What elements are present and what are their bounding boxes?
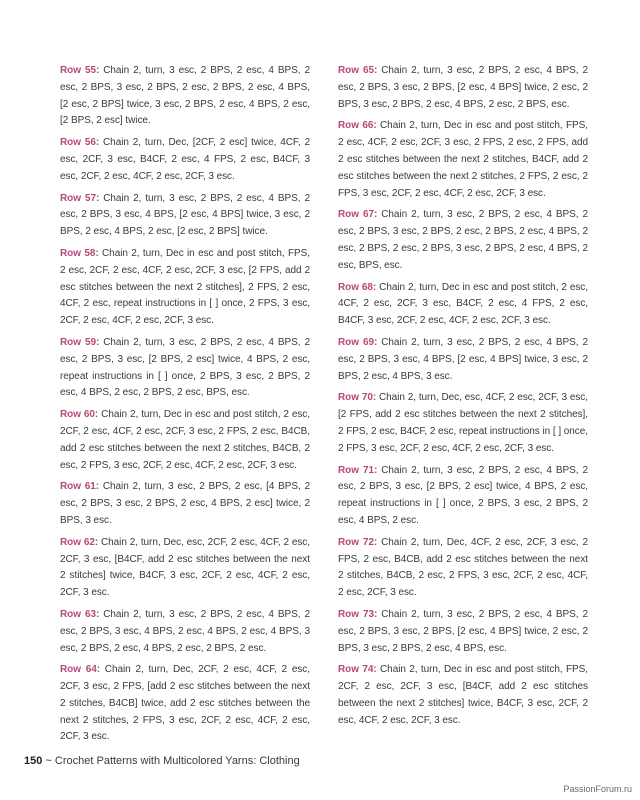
row-label: Row 68:	[338, 281, 377, 293]
row-text: Chain 2, turn, 3 esc, 2 BPS, 2 esc, 4 BPS, 2 esc, 2 BPS, 3 esc, 4 BPS, 2 esc, 4 BPS, 2 esc, 4 BPS, 3 esc, 2 BPS, 2 esc, 4 BPS, 2 esc, 2 BPS, 2 esc.	[60, 608, 310, 654]
pattern-columns	[60, 63, 588, 751]
row-text: Chain 2, turn, 3 esc, 2 BPS, 2 esc, 4 BPS, 2 esc, 2 BPS, 3 esc, 2 BPS, 2 esc, 2 BPS, 2 esc, 4 BPS, 2 esc, 2 BPS, 2 esc, 2 BPS, 3 esc, 2 BPS, 2 esc, 4 BPS, 2 esc, BPS, esc.	[338, 209, 588, 271]
row-text: Chain 2, turn, 3 esc, 2 BPS, 2 esc, 4 BPS, 2 esc, 2 BPS, 3 esc, [2 BPS, 2 esc] twice, 4 BPS, 2 esc, repeat instructions in [ ] once, 2 BPS, 3 esc, 2 BPS, 2 esc, 4 BPS, 2 esc, 2 BPS, 2 esc, BPS, esc.	[60, 336, 310, 399]
row-text: Chain 2, turn, Dec, esc, 2CF, 2 esc, 4CF, 2 esc, 2CF, 3 esc, [B4CF, add 2 esc stitches between the next 2 stitches] twice, B4CF, 3 esc, 2CF, 2 esc, 4CF, 2 esc, 2CF, 3 esc.	[60, 536, 310, 599]
row-label: Row 65:	[338, 65, 378, 76]
row-text: Chain 2, turn, 3 esc, 2 BPS, 2 esc, 4 BPS, 2 esc, 2 BPS, 3 esc, 2 BPS, [2 esc, 4 BPS] twice, 2 esc, 2 BPS, 3 esc, 2 BPS, 2 esc, 4 BPS, 2 esc, 2 BPS, esc.	[338, 65, 588, 110]
row-text: Chain 2, turn, Dec, [2CF, 2 esc] twice, 4CF, 2 esc, 2CF, 3 esc, B4CF, 2 esc, 4 FPS, 2 esc, B4CF, 3 esc, 2CF, 2 esc, 4CF, 2 esc, 2CF, 3 esc.	[60, 137, 310, 182]
row-71-instruction	[338, 463, 588, 530]
row-label: Row 69:	[338, 336, 378, 348]
row-label: Row 56:	[60, 137, 100, 149]
row-57-instruction	[60, 191, 310, 241]
row-label: Row 64:	[60, 664, 101, 676]
row-62-instruction	[60, 535, 310, 602]
row-label: Row 70:	[338, 392, 377, 404]
row-69-instruction	[338, 335, 588, 385]
row-text: Chain 2, turn, Dec in esc and post stitch, FPS, 2CF, 2 esc, 2CF, 3 esc, [B4CF, add 2 esc stitches between the next 2 stitches] twice, B4CF, 3 esc, 2CF, 2 esc, 4CF, 2 esc, 2CF, 3 esc.	[338, 664, 588, 726]
left-column	[60, 63, 310, 751]
row-text: Chain 2, turn, 3 esc, 2 BPS, 2 esc, 4 BPS, 2 esc, 2 BPS, 3 esc, 2 BPS, 2 esc, 2 BPS, 2 esc, 4 BPS, [2 esc, 2 BPS] twice, 3 esc, 2 BPS, 2 esc, 4 BPS, 2 esc, [2 BPS, 2 esc] twice.	[60, 65, 310, 127]
row-74-instruction	[338, 662, 588, 729]
footer-separator: ~	[45, 755, 52, 767]
row-60-instruction	[60, 407, 310, 474]
row-label: Row 58:	[60, 247, 99, 259]
page-number: 150	[24, 755, 43, 767]
row-70-instruction	[338, 390, 588, 457]
row-label: Row 74:	[338, 664, 377, 676]
row-label: Row 72:	[338, 536, 378, 548]
row-text: Chain 2, turn, 3 esc, 2 BPS, 2 esc, 4 BPS, 2 esc, 2 BPS, 3 esc, 4 BPS, [2 esc, 4 BPS] twice, 3 esc, 2 BPS, 2 esc, 4 BPS, 2 esc, [2 esc, 2 BPS] twice.	[60, 192, 310, 238]
row-text: Chain 2, turn, Dec in esc and post stitch, FPS, 2 esc, 2CF, 2 esc, 4CF, 2 esc, 2CF, 3 esc, [2 FPS, add 2 esc stitches between the next 2 stitches], 2 FPS, 2 esc, 4CF, 2 esc, repeat instructions in [ ] once, 2 FPS, 3 esc, 2CF, 2 esc, 4CF, 2 esc, 2CF, 3 esc.	[60, 247, 310, 327]
row-label: Row 62:	[60, 536, 99, 548]
row-label: Row 73:	[338, 608, 378, 620]
row-text: Chain 2, turn, Dec, esc, 4CF, 2 esc, 2CF, 3 esc, [2 FPS, add 2 esc stitches between the next 2 stitches], 2 FPS, 2 esc, B4CF, 2 esc, repeat instructions in [ ] once, 2 FPS, 3 esc, 2CF, 2 esc, 4CF, 2 esc, 2CF, 3 esc.	[338, 392, 588, 454]
row-label: Row 60:	[60, 409, 99, 421]
row-text: Chain 2, turn, 3 esc, 2 BPS, 2 esc, 4 BPS, 2 esc, 2 BPS, 3 esc, 2 BPS, [2 esc, 4 BPS] twice, 2 esc, 2 BPS, 3 esc, 2 BPS, 2 esc, 4 BPS, esc.	[338, 608, 588, 654]
row-label: Row 55:	[60, 65, 100, 76]
row-text: Chain 2, turn, 3 esc, 2 BPS, 2 esc, 4 BPS, 2 esc, 2 BPS, 3 esc, 4 BPS, [2 esc, 4 BPS] twice, 3 esc, 2 BPS, 2 esc, 4 BPS, 3 esc.	[338, 336, 588, 382]
row-label: Row 67:	[338, 209, 378, 221]
row-text: Chain 2, turn, Dec in esc and post stitch, 2 esc, 4CF, 2 esc, 2CF, 3 esc, B4CF, 2 esc, 4 FPS, 2 esc, B4CF, 3 esc, 2CF, 2 esc, 4CF, 2 esc, 2CF, 3 esc.	[338, 281, 588, 327]
row-text: Chain 2, turn, 3 esc, 2 BPS, 2 esc, 4 BPS, 2 esc, 2 BPS, 3 esc, [2 BPS, 2 esc] twice, 4 BPS, 2 esc, repeat instructions in [ ] once, 2 BPS, 3 esc, 2 BPS, 2 esc, 4 BPS, 2 esc.	[338, 464, 588, 526]
row-68-instruction	[338, 280, 588, 330]
row-59-instruction	[60, 335, 310, 402]
row-text: Chain 2, turn, Dec, 4CF, 2 esc, 2CF, 3 esc, 2 FPS, 2 esc, B4CB, add 2 esc stitches between the next 2 stitches, B4CB, 2 esc, 2 FPS, 3 esc, 2CF, 2 esc, 4CF, 2 esc, 2CF, 3 esc.	[338, 536, 588, 599]
row-label: Row 63:	[60, 608, 100, 620]
row-65-instruction	[338, 63, 588, 113]
row-61-instruction	[60, 479, 310, 529]
book-title: Crochet Patterns with Multicolored Yarns: Clothing	[54, 755, 300, 767]
row-55-instruction	[60, 63, 310, 130]
row-text: Chain 2, turn, Dec, 2CF, 2 esc, 4CF, 2 esc, 2CF, 3 esc, 2 FPS, [add 2 esc stitches between the next 2 stitches, B4CB] twice, add 2 esc stitches between the next 2 stitches, 2 FPS, 3 esc, 2CF, 2 esc, 4CF, 2 esc, 2CF, 3 esc.	[60, 664, 310, 743]
row-63-instruction	[60, 607, 310, 657]
row-label: Row 57:	[60, 192, 100, 204]
row-66-instruction	[338, 118, 588, 202]
row-58-instruction	[60, 246, 310, 330]
row-text: Chain 2, turn, Dec in esc and post stitch, FPS, 2 esc, 4CF, 2 esc, 2CF, 3 esc, 2 FPS, 2 esc, 2 FPS, add 2 esc stitches between the next 2 stitches, B4CF, add 2 esc stitches between the next 2 stitches, 2 FPS, 2 esc, 2 FPS, 3 esc, 2CF, 2 esc, 4CF, 2 esc, 2CF, 3 esc.	[338, 120, 588, 199]
row-text: Chain 2, turn, 3 esc, 2 BPS, 2 esc, [4 BPS, 2 esc, 2 BPS, 3 esc, 2 BPS, 2 esc, 4 BPS, 2 esc] twice, 2 BPS, 3 esc.	[60, 481, 310, 526]
row-text: Chain 2, turn, Dec in esc and post stitch, 2 esc, 2CF, 2 esc, 4CF, 2 esc, 2CF, 3 esc, 2 FPS, 2 esc, B4CB, add 2 esc stitches between the next 2 stitches, B4CB, 2 esc, 2 FPS, 3 esc, 2CF, 2 esc, 4CF, 2 esc, 2CF, 3 esc.	[60, 409, 310, 471]
row-56-instruction	[60, 135, 310, 185]
row-label: Row 61:	[60, 481, 100, 493]
row-64-instruction	[60, 662, 310, 746]
row-73-instruction	[338, 607, 588, 657]
row-72-instruction	[338, 535, 588, 602]
row-67-instruction	[338, 207, 588, 274]
site-watermark: PassionForum.ru	[563, 784, 632, 794]
page-footer	[24, 755, 300, 767]
row-label: Row 59:	[60, 336, 100, 348]
row-label: Row 71:	[338, 464, 378, 476]
right-column	[338, 63, 588, 751]
row-label: Row 66:	[338, 120, 377, 132]
